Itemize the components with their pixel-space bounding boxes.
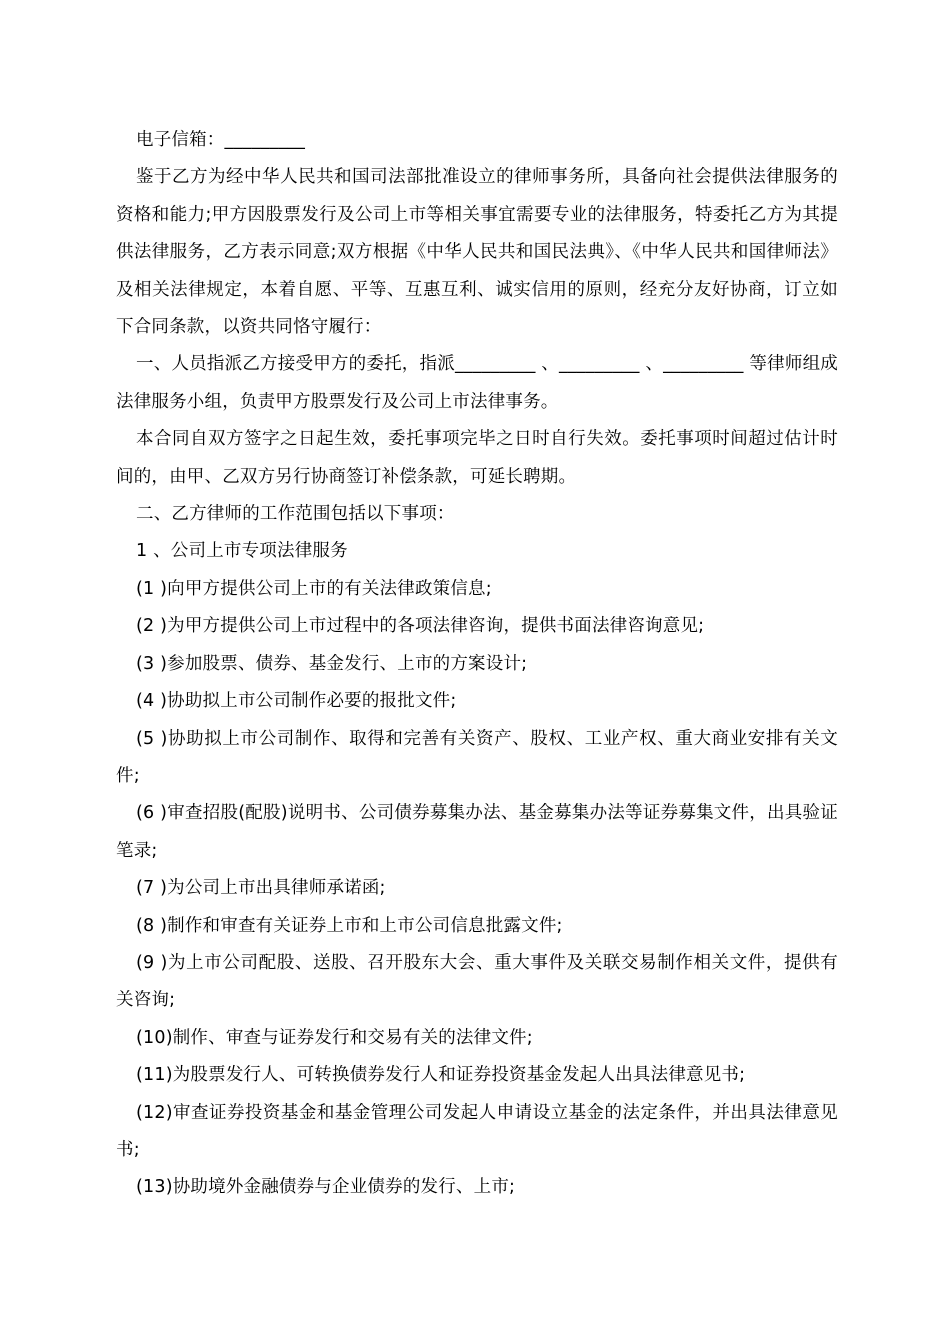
subsection-heading: 1 、公司上市专项法律服务 [136, 541, 348, 562]
clause-scope-heading: 二、乙方律师的工作范围包括以下事项： [136, 504, 455, 525]
list-item: (9 )为上市公司配股、送股、召开股东大会、重大事件及关联交易制作相关文件，提供有关咨询; [116, 952, 838, 1011]
document-body [116, 122, 838, 1207]
list-item: (3 )参加股票、债券、基金发行、上市的方案设计; [136, 653, 528, 674]
email-line: 电子信箱：_________ [136, 130, 306, 150]
list-item: (11)为股票发行人、可转换债券发行人和证券投资基金发起人出具法律意见书; [136, 1065, 746, 1086]
list-item: (10)制作、审查与证券发行和交易有关的法律文件; [136, 1027, 533, 1048]
list-item: (8 )制作和审查有关证券上市和上市公司信息批露文件; [136, 915, 563, 936]
list-item: (13)协助境外金融债券与企业债券的发行、上市; [136, 1177, 516, 1198]
list-item: (1 )向甲方提供公司上市的有关法律政策信息; [136, 578, 492, 599]
list-item: (2 )为甲方提供公司上市过程中的各项法律咨询，提供书面法律咨询意见; [136, 616, 705, 637]
list-item: (4 )协助拟上市公司制作必要的报批文件; [136, 691, 457, 712]
contract-effectiveness-paragraph: 本合同自双方签字之日起生效，委托事项完毕之日时自行失效。委托事项时间超过估计时间的，由甲、乙双方另行协商签订补偿条款，可延长聘期。 [116, 429, 838, 487]
preamble-paragraph: 鉴于乙方为经中华人民共和国司法部批准设立的律师事务所，具备向社会提供法律服务的资格和能力;甲方因股票发行及公司上市等相关事宜需要专业的法律服务，特委托乙方为其提供法律服务，乙方表示同意;双方根据《中华人民共和国民法典》、《中华人民共和国律师法》及相关法律规定，本着自愿、平等、互惠互利、诚实信用的原则，经充分友好协商，订立如下合同条款，以资共同恪守履行： [116, 167, 838, 338]
clause-personnel-assignment: 一、人员指派乙方接受甲方的委托，指派_________ 、_________ 、_________ 等律师组成法律服务小组，负责甲方股票发行及公司上市法律事务。 [116, 354, 838, 412]
list-item: (7 )为公司上市出具律师承诺函; [136, 878, 386, 899]
list-item: (5 )协助拟上市公司制作、取得和完善有关资产、股权、工业产权、重大商业安排有关文件; [116, 728, 838, 786]
list-item: (12)审查证券投资基金和基金管理公司发起人申请设立基金的法定条件，并出具法律意见书; [116, 1102, 838, 1160]
list-item: (6 )审查招股(配股)说明书、公司债券募集办法、基金募集办法等证券募集文件，出具验证笔录; [116, 803, 838, 861]
